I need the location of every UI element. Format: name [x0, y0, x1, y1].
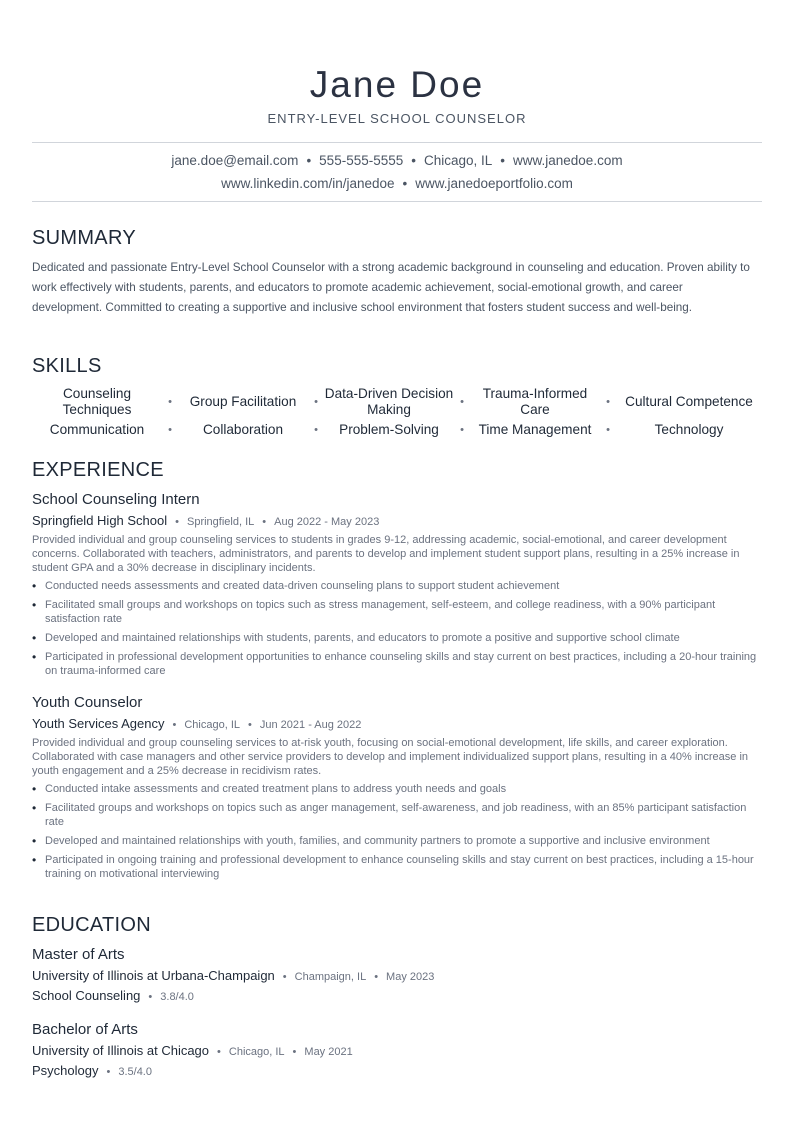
degree-field: School Counseling [32, 988, 141, 1003]
job-bullet-list [32, 579, 762, 683]
meta-separator: • [282, 971, 287, 983]
degree-field-line [32, 1063, 152, 1078]
skill-item: Communication [49, 422, 145, 437]
skills-heading: SKILLS [32, 355, 102, 377]
contact-line-1 [32, 153, 762, 168]
job-title: School Counseling Intern [32, 491, 200, 508]
degree-date: May 2021 [304, 1046, 353, 1058]
contact-portfolio[interactable]: www.janedoeportfolio.com [415, 176, 573, 191]
degree-location: Champaign, IL [294, 971, 367, 983]
degree-field-line [32, 988, 194, 1003]
skills-row-1 [32, 386, 762, 420]
job-dates: Aug 2022 - May 2023 [274, 516, 380, 528]
list-item: • Developed and maintained relationships with youth, families, and community partners to promote a supportive and inclusive environment [32, 834, 710, 848]
contact-email[interactable]: jane.doe@email.com [171, 153, 299, 168]
candidate-name: Jane Doe [309, 64, 485, 105]
degree-location: Chicago, IL [228, 1046, 285, 1058]
skill-item: Time Management [478, 422, 592, 437]
meta-separator: • [217, 1046, 221, 1058]
skill-separator: • [168, 396, 172, 408]
bullet-icon: • [32, 650, 37, 664]
candidate-role: ENTRY-LEVEL SCHOOL COUNSELOR [267, 111, 527, 126]
contact-location: Chicago, IL [423, 153, 493, 168]
skill-separator: • [460, 396, 464, 408]
skill-separator: • [314, 424, 318, 436]
degree-title: Master of Arts [32, 946, 125, 963]
skill-separator: • [606, 424, 610, 436]
degree-school: University of Illinois at Chicago [32, 1043, 210, 1058]
skill-item: Trauma-Informed Care [482, 386, 588, 417]
skill-separator: • [606, 396, 610, 408]
degree-title: Bachelor of Arts [32, 1021, 138, 1038]
skill-item: Collaboration [202, 422, 284, 437]
degree-gpa: 3.8/4.0 [160, 991, 194, 1003]
experience-heading: EXPERIENCE [32, 459, 164, 481]
contact-separator: • [306, 153, 312, 168]
contact-separator: • [500, 153, 506, 168]
meta-separator: • [262, 516, 267, 528]
summary-heading: SUMMARY [32, 227, 136, 249]
list-item: • Facilitated groups and workshops on topics such as anger management, self-awareness, and job readiness, with an 85% participant satisfaction rate [32, 801, 747, 828]
contact-phone[interactable]: 555-555-5555 [319, 153, 404, 168]
meta-separator: • [175, 516, 179, 528]
list-item: • Participated in professional development opportunities to enhance counseling skills and stay current on best practices, including a 20-hour training on trauma-informed care [32, 650, 757, 677]
meta-separator: • [106, 1066, 111, 1078]
skill-item: Group Facilitation [189, 394, 297, 409]
degree-field: Psychology [32, 1063, 99, 1078]
job-bullet-list [32, 782, 762, 886]
meta-separator: • [248, 719, 252, 731]
bullet-icon: • [32, 834, 37, 848]
skills-row-2 [32, 422, 762, 438]
bullet-icon: • [32, 631, 37, 645]
list-item: • Facilitated small groups and workshops on topics such as stress management, self-esteem, and college readiness, with a 90% participant satisfaction rate [32, 598, 716, 625]
degree-date: May 2023 [386, 971, 435, 983]
degree-gpa: 3.5/4.0 [118, 1066, 152, 1078]
list-item: • Developed and maintained relationships with students, parents, and educators to promote a positive and supportive school climate [32, 631, 680, 645]
meta-separator: • [374, 971, 379, 983]
skill-item: Problem-Solving [339, 422, 439, 437]
skill-separator: • [460, 424, 464, 436]
job-org-line [32, 716, 361, 731]
degree-school-line [32, 968, 434, 983]
bullet-icon: • [32, 782, 37, 796]
job-location: Springfield, IL [187, 516, 255, 528]
skill-item: Data-Driven Decision Making [324, 386, 454, 417]
contact-website[interactable]: www.janedoe.com [513, 153, 623, 168]
bullet-icon: • [32, 579, 37, 593]
list-item: • Conducted intake assessments and created treatment plans to address youth needs and goals [32, 782, 507, 796]
list-item: • Participated in ongoing training and professional development to enhance counseling skills and stay current on best practices, including a 15-hour training on motivational interviewing [32, 853, 754, 880]
job-organization: Youth Services Agency [32, 716, 165, 731]
job-org-line [32, 513, 379, 528]
skill-separator: • [168, 424, 172, 436]
contact-separator: • [411, 153, 416, 168]
meta-separator: • [292, 1046, 297, 1058]
bullet-icon: • [32, 598, 37, 612]
meta-separator: • [148, 991, 153, 1003]
bullet-icon: • [32, 853, 37, 867]
job-description: Provided individual and group counseling services to students in grades 9-12, addressing academic, social-emotional, and career development concerns. Collaborated with teachers, administrators, and parents to develop and implement student support plans, resulting in a 25% increase in student GPA and a 30% decrease in disciplinary incidents. [32, 534, 740, 574]
job-dates: Jun 2021 - Aug 2022 [259, 719, 362, 731]
contact-separator: • [402, 176, 408, 191]
list-item: • Conducted needs assessments and created data-driven counseling plans to support student achievement [32, 579, 560, 593]
skill-item: Counseling Techniques [62, 386, 132, 417]
job-description: Provided individual and group counseling services to at-risk youth, focusing on social-emotional development, life skills, and career exploration. Collaborated with case managers and other service providers to develop and implement individualized support plans, resulting in a 40% increase in youth engagement and a 25% decrease in recidivism rates. [32, 737, 749, 777]
education-heading: EDUCATION [32, 914, 151, 936]
skill-item: Cultural Competence [625, 394, 753, 409]
degree-school-line [32, 1043, 353, 1058]
job-title: Youth Counselor [32, 694, 143, 711]
contact-line-2 [32, 176, 762, 191]
job-location: Chicago, IL [184, 719, 241, 731]
meta-separator: • [172, 719, 177, 731]
skill-separator: • [314, 396, 318, 408]
degree-school: University of Illinois at Urbana-Champaign [32, 968, 275, 983]
header-divider-bottom [32, 201, 762, 202]
bullet-icon: • [32, 801, 37, 815]
skill-item: Technology [654, 422, 724, 437]
header-divider-top [32, 142, 762, 143]
job-organization: Springfield High School [32, 513, 168, 528]
contact-linkedin[interactable]: www.linkedin.com/in/janedoe [221, 176, 395, 191]
summary-text: Dedicated and passionate Entry-Level School Counselor with a strong academic background in counseling and education. Proven ability to work effectively with students, parents, and educators to promote academic achievement, social-emotional growth, and career development. Committed to creating a supportive and inclusive school environment that fosters student success and well-being. [32, 261, 750, 314]
